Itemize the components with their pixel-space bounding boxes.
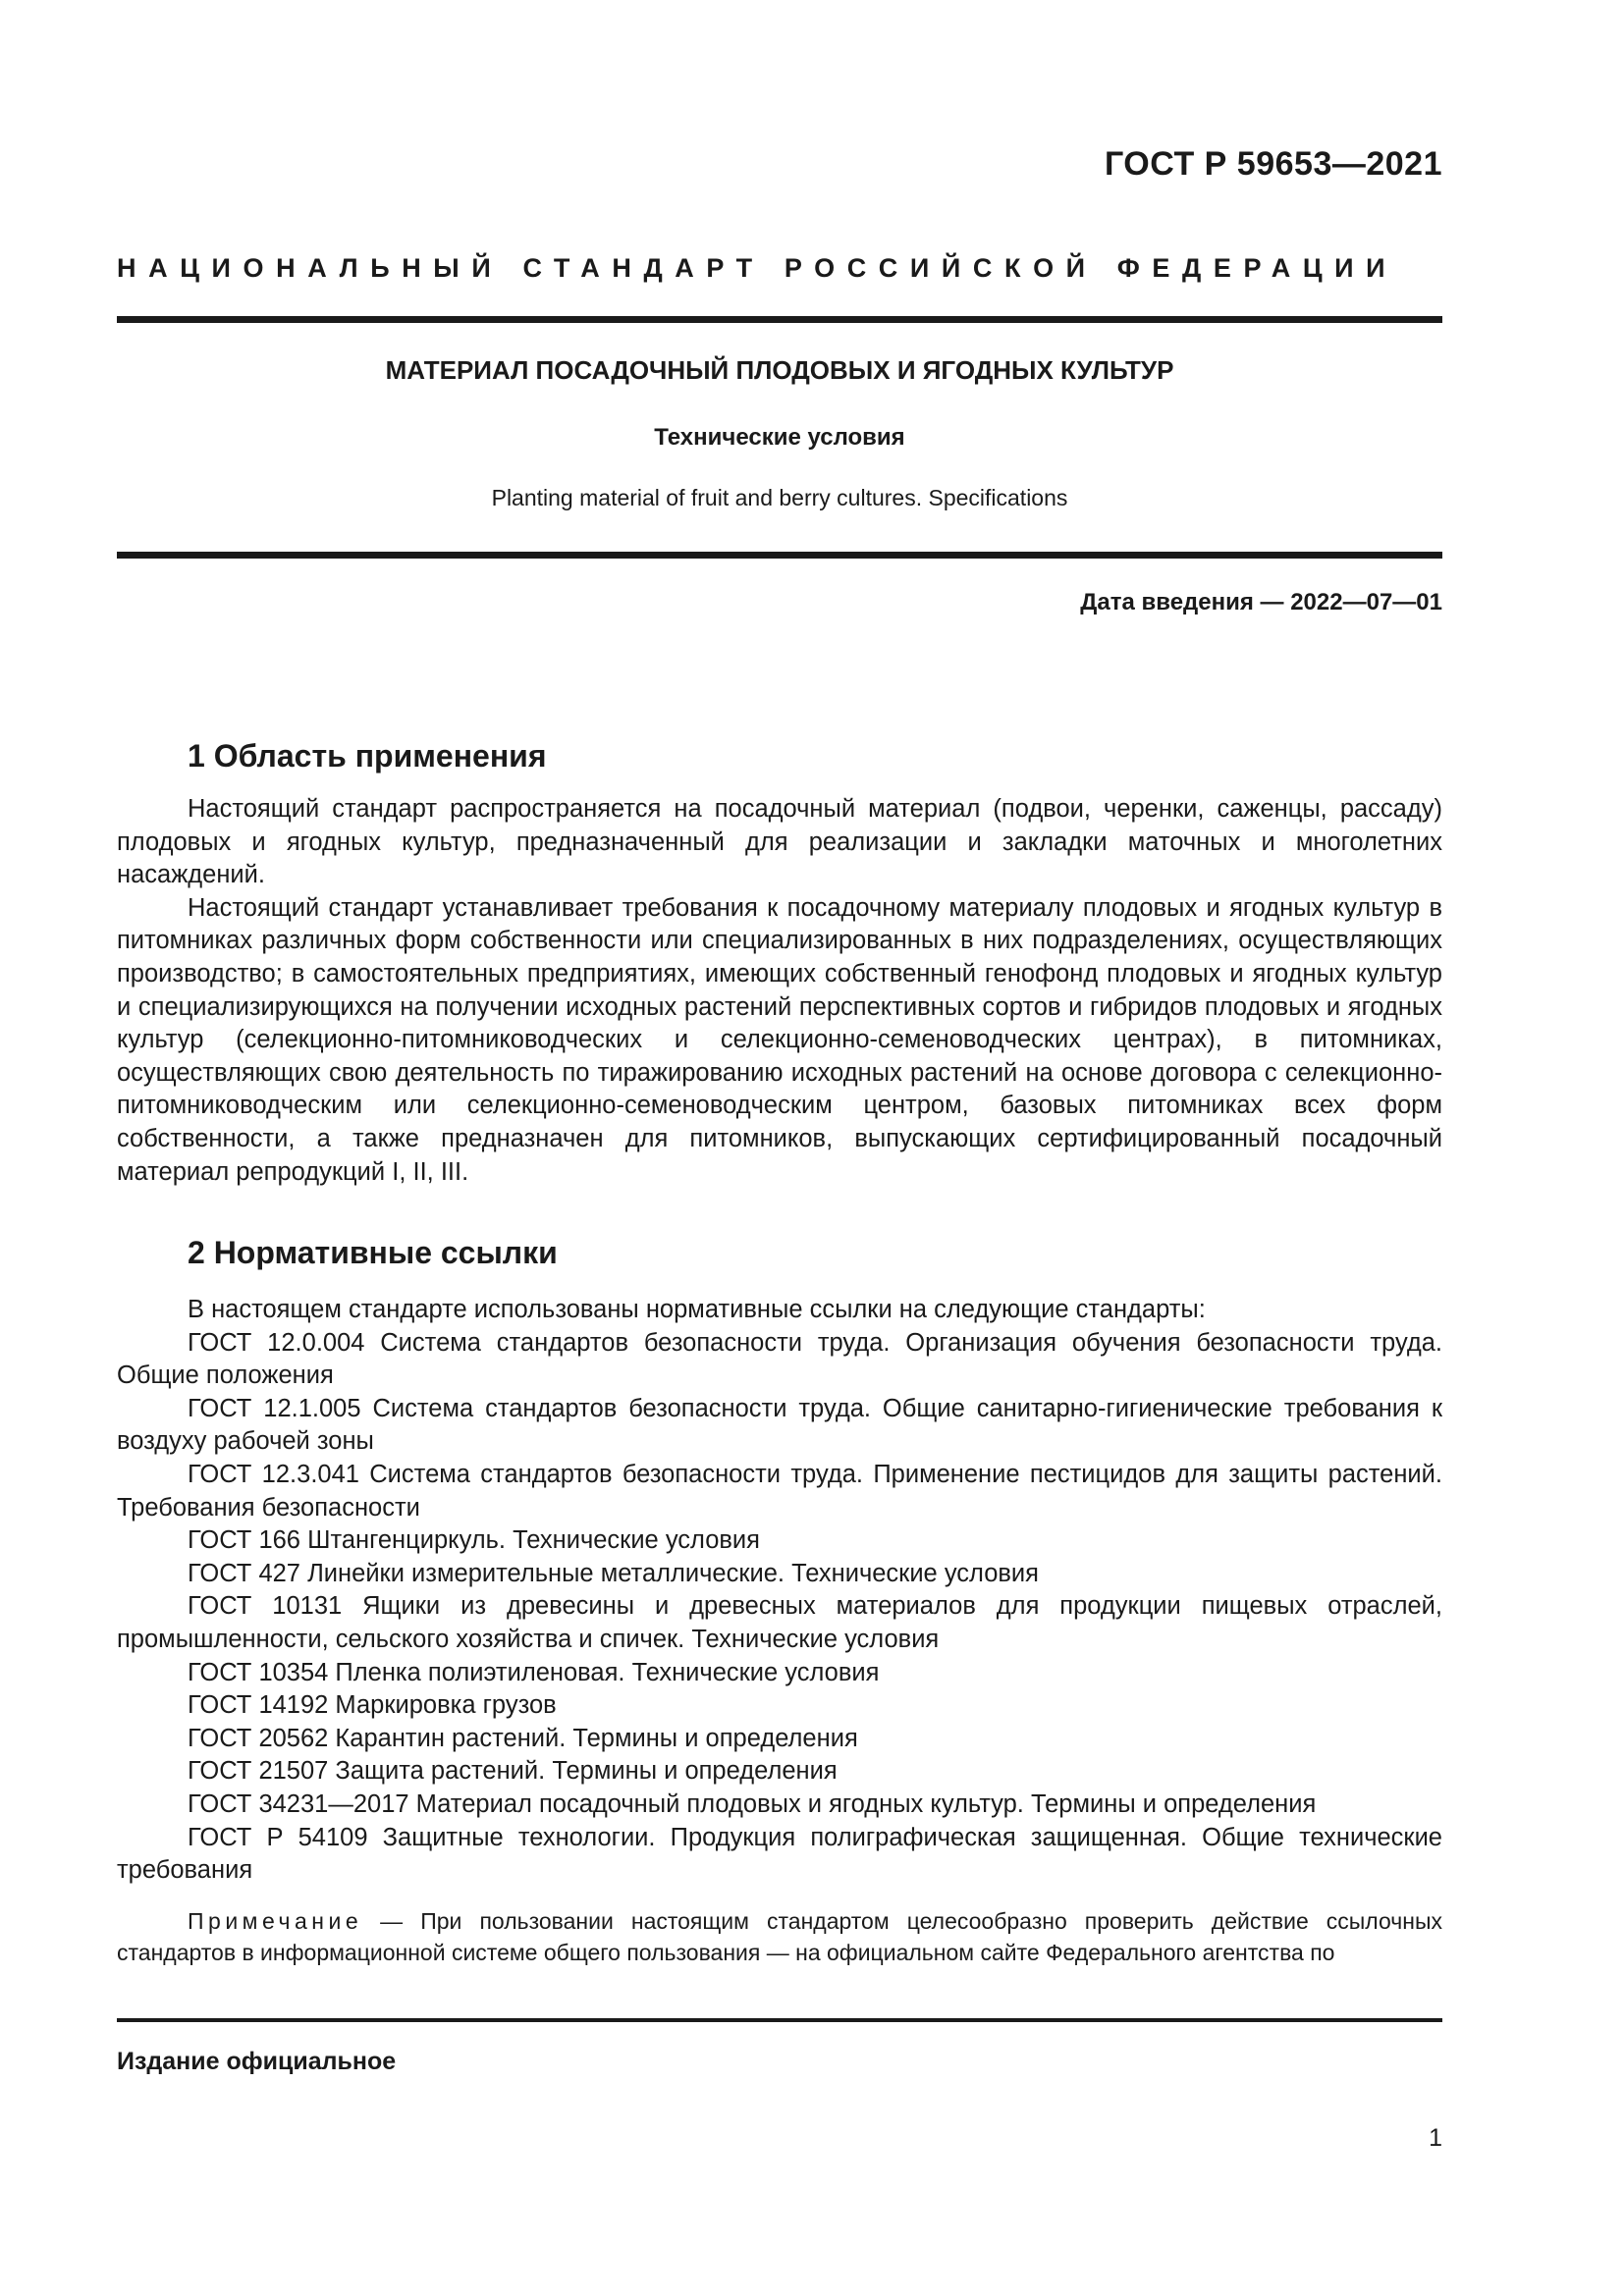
standard-number: ГОСТ Р 59653—2021 (1104, 145, 1442, 183)
note-label: Примечание (188, 1908, 363, 1934)
reference-item: ГОСТ 12.1.005 Система стандартов безопасности труда. Общие санитарно-гигиенические требования к воздуху рабочей зоны (117, 1394, 1442, 1456)
reference-item: ГОСТ 10354 Пленка полиэтиленовая. Технические условия (188, 1658, 880, 1686)
section-1-paragraph: Настоящий стандарт распространяется на посадочный материал (подвои, черенки, саженцы, рассаду) плодовых и ягодных культур, предназначенный для реализации и закладки маточных и многолетних насаждений. (117, 795, 1442, 889)
section-1-body (117, 793, 1442, 1189)
national-standard-label: НАЦИОНАЛЬНЫЙ СТАНДАРТ РОССИЙСКОЙ ФЕДЕРАЦИИ (117, 253, 1398, 283)
reference-item: ГОСТ 12.3.041 Система стандартов безопасности труда. Применение пестицидов для защиты растений. Требования безопасности (117, 1460, 1442, 1522)
reference-item: ГОСТ 21507 Защита растений. Термины и определения (188, 1757, 838, 1786)
reference-item: ГОСТ 34231—2017 Материал посадочный плодовых и ягодных культур. Термины и определения (188, 1789, 1317, 1818)
reference-item: ГОСТ 166 Штангенциркуль. Технические условия (188, 1526, 760, 1555)
reference-item: ГОСТ 427 Линейки измерительные металлические. Технические условия (188, 1559, 1039, 1587)
note-text: — При пользовании настоящим стандартом целесообразно проверить действие ссылочных стандартов в информационной системе общего пользования — на официальном сайте Федерального агентства по (117, 1908, 1442, 1965)
reference-item: ГОСТ 20562 Карантин растений. Термины и определения (188, 1724, 858, 1752)
reference-item: ГОСТ 10131 Ящики из древесины и древесных материалов для продукции пищевых отраслей, промышленности, сельского хозяйства и спичек. Технические условия (117, 1592, 1442, 1653)
document-subtitle: Технические условия (654, 424, 905, 451)
reference-item: ГОСТ 14192 Маркировка грузов (188, 1691, 557, 1720)
reference-intro: В настоящем стандарте использованы нормативные ссылки на следующие стандарты: (188, 1296, 1206, 1323)
edition-label: Издание официальное (117, 2048, 397, 2075)
section-2-body (117, 1294, 1442, 1888)
english-title: Planting material of fruit and berry cultures. Specifications (491, 485, 1068, 510)
footer-divider (117, 2018, 1442, 2022)
section-1-paragraph: Настоящий стандарт устанавливает требования к посадочному материалу плодовых и ягодных культур в питомниках различных форм собственности или специализированных в них подразделениях, осуществляющих производство; в самостоятельных предприятиях, имеющих собственный генофонд плодовых и ягодных культур и специализирующихся на получении исходных растений перспективных сортов и гибридов плодовых и ягодных культур (селекционно-питомниководческих и селекционно-семеноводческих центрах), в питомниках, осуществляющих свою деятельность по тиражированию исходных растений на основе договора с селекционно-питомниководческим или селекционно-семеноводческим центром, базовых питомниках всех форм собственности, а также предназначен для питомников, выпускающих сертифицированный посадочный материал репродукций I, II, III. (117, 893, 1442, 1186)
section-1-heading: 1 Область применения (188, 738, 547, 774)
introduction-date: Дата введения — 2022—07—01 (1080, 589, 1442, 615)
top-divider (117, 316, 1442, 323)
section-2-heading: 2 Нормативные ссылки (188, 1235, 558, 1270)
reference-item: ГОСТ 12.0.004 Система стандартов безопасности труда. Организация обучения безопасности труда. Общие положения (117, 1328, 1442, 1390)
page-number: 1 (1429, 2124, 1442, 2152)
title-divider (117, 552, 1442, 559)
document-title: МАТЕРИАЛ ПОСАДОЧНЫЙ ПЛОДОВЫХ И ЯГОДНЫХ КУЛЬТУР (385, 355, 1174, 385)
reference-item: ГОСТ Р 54109 Защитные технологии. Продукция полиграфическая защищенная. Общие технические требования (117, 1823, 1442, 1885)
note (117, 1905, 1442, 1968)
